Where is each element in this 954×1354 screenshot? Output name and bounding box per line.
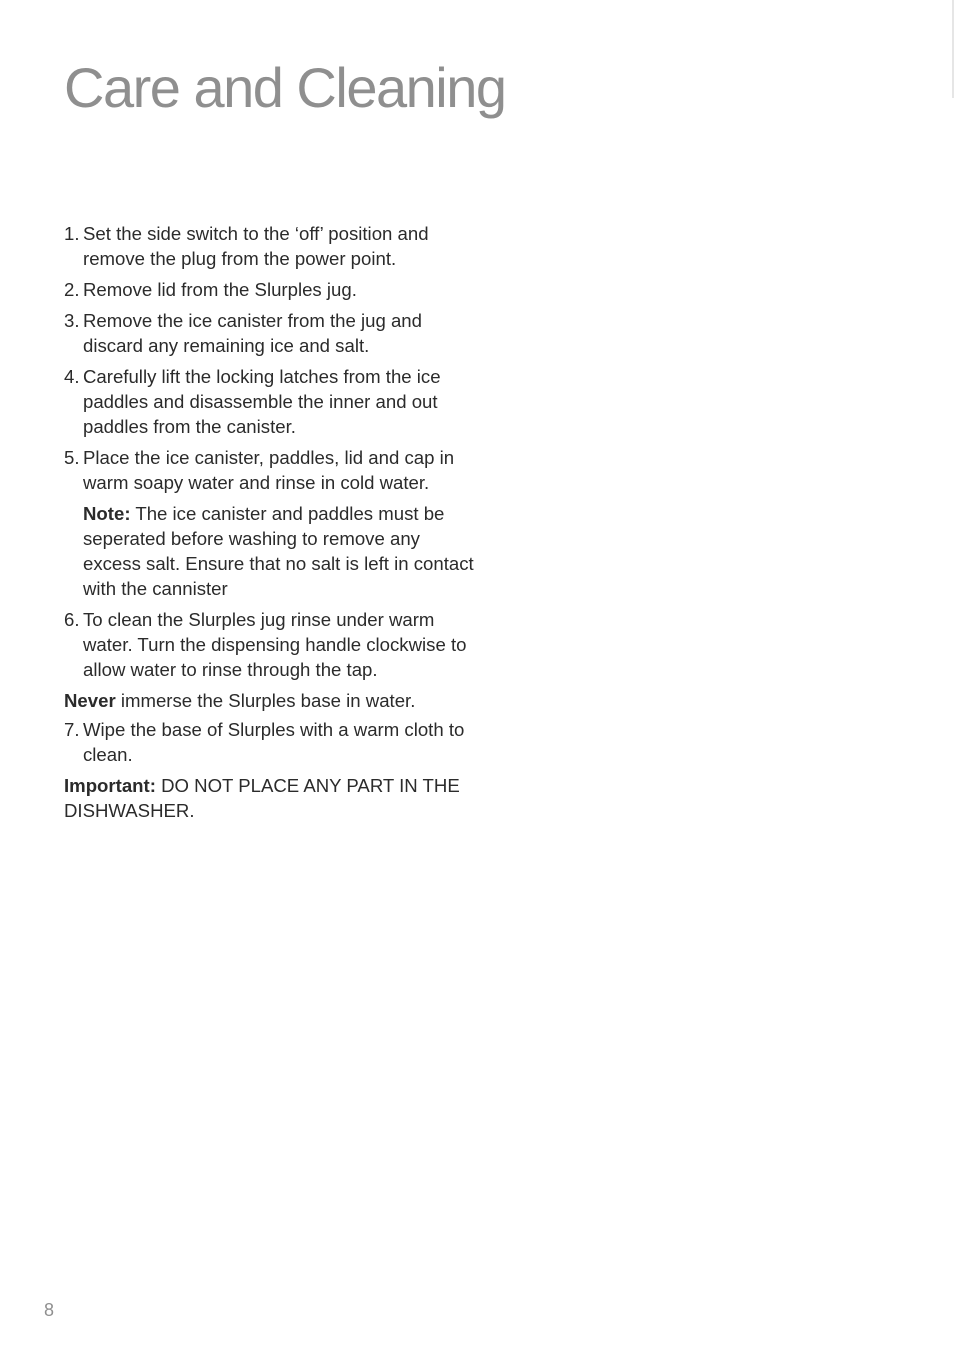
step-text: Carefully lift the locking latches from the ice paddles and disassemble the inner and out paddles from the canister. xyxy=(83,366,441,437)
step-number: 3. xyxy=(64,310,80,331)
step-number: 2. xyxy=(64,279,80,300)
never-text: immerse the Slurples base in water. xyxy=(115,690,416,711)
step-5 xyxy=(64,445,474,495)
note-label: Note: xyxy=(83,503,131,524)
page-number: 8 xyxy=(44,1300,55,1320)
step-7 xyxy=(64,717,474,767)
step-number: 4. xyxy=(64,366,80,387)
important-text: DO NOT PLACE ANY PART IN THE DISHWASHER. xyxy=(64,775,460,821)
important-label: Important: xyxy=(64,775,156,796)
note-paragraph xyxy=(64,501,474,601)
step-number: 7. xyxy=(64,719,80,740)
page-title: Care and Cleaning xyxy=(64,56,506,119)
never-label: Never xyxy=(64,690,116,711)
step-1 xyxy=(64,221,474,271)
step-number: 1. xyxy=(64,223,80,244)
instructions xyxy=(64,221,474,827)
step-text: Remove the ice canister from the jug and discard any remaining ice and salt. xyxy=(83,310,422,356)
important-warning xyxy=(64,773,474,823)
step-number: 5. xyxy=(64,447,80,468)
step-6 xyxy=(64,607,474,682)
step-number: 6. xyxy=(64,609,80,630)
step-text: To clean the Slurples jug rinse under warm water. Turn the dispensing handle clockwise to allow water to rinse through the tap. xyxy=(83,609,467,680)
step-text: Place the ice canister, paddles, lid and cap in warm soapy water and rinse in cold water. xyxy=(83,447,455,493)
step-text: Remove lid from the Slurples jug. xyxy=(83,279,357,300)
step-4 xyxy=(64,364,474,439)
step-text: Wipe the base of Slurples with a warm cloth to clean. xyxy=(83,719,465,765)
note-text: The ice canister and paddles must be seperated before washing to remove any excess salt. Ensure that no salt is left in contact with the cannister xyxy=(83,503,474,599)
step-text: Set the side switch to the ‘off’ position and remove the plug from the power point. xyxy=(83,223,429,269)
step-3 xyxy=(64,308,474,358)
step-2 xyxy=(64,277,474,302)
never-warning xyxy=(64,688,474,713)
